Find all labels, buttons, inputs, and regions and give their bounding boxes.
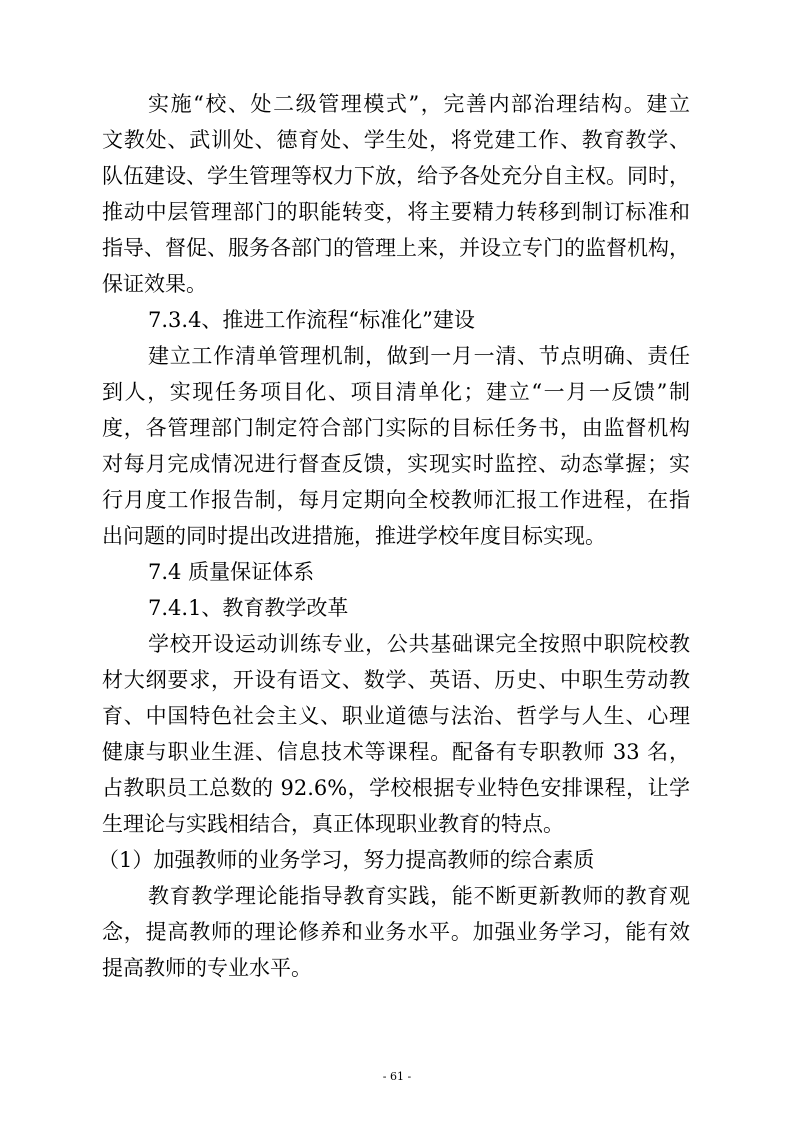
paragraph-line: 保证效果。 bbox=[102, 272, 207, 296]
paragraph-line: 对每月完成情况进行督查反馈，实现实时监控、动态掌握；实 bbox=[102, 452, 690, 476]
paragraph-line: 文教处、武训处、德育处、学生处，将党建工作、教育教学、 bbox=[102, 128, 690, 152]
paragraph-line: 占教职员工总数的 92.6%，学校根据专业特色安排课程，让学 bbox=[102, 776, 690, 800]
section-heading: 7.4 质量保证体系 bbox=[148, 560, 315, 584]
paragraph-line: 材大纲要求，开设有语文、数学、英语、历史、中职生劳动教 bbox=[102, 668, 690, 692]
paragraph-line: 建立工作清单管理机制，做到一月一清、节点明确、责任 bbox=[148, 344, 690, 368]
subsection-heading: （1）加强教师的业务学习，努力提高教师的综合素质 bbox=[98, 848, 595, 872]
body-text bbox=[98, 86, 690, 986]
paragraph-line: 念，提高教师的理论修养和业务水平。加强业务学习，能有效 bbox=[102, 920, 690, 944]
paragraph-line: 学校开设运动训练专业，公共基础课完全按照中职院校教 bbox=[148, 632, 690, 656]
section-heading: 7.3.4、推进工作流程“标准化”建设 bbox=[148, 308, 475, 332]
paragraph-line: 行月度工作报告制，每月定期向全校教师汇报工作进程，在指 bbox=[102, 488, 690, 512]
paragraph-line: 到人，实现任务项目化、项目清单化；建立“一月一反馈”制 bbox=[102, 380, 690, 404]
page-number: - 61 - bbox=[382, 1070, 412, 1083]
paragraph-line: 育、中国特色社会主义、职业道德与法治、哲学与人生、心理 bbox=[102, 704, 690, 728]
paragraph-line: 推动中层管理部门的职能转变，将主要精力转移到制订标准和 bbox=[102, 200, 690, 224]
section-heading: 7.4.1、教育教学改革 bbox=[148, 596, 349, 620]
paragraph-line: 度，各管理部门制定符合部门实际的目标任务书，由监督机构 bbox=[102, 416, 690, 440]
paragraph-line: 健康与职业生涯、信息技术等课程。配备有专职教师 33 名， bbox=[102, 740, 690, 764]
paragraph-line: 实施“校、处二级管理模式”，完善内部治理结构。建立 bbox=[148, 92, 690, 116]
paragraph-line: 提高教师的专业水平。 bbox=[102, 956, 312, 980]
paragraph-line: 出问题的同时提出改进措施，推进学校年度目标实现。 bbox=[102, 524, 606, 548]
paragraph-line: 教育教学理论能指导教育实践，能不断更新教师的教育观 bbox=[148, 884, 690, 908]
paragraph-line: 指导、督促、服务各部门的管理上来，并设立专门的监督机构， bbox=[102, 236, 690, 260]
paragraph-line: 生理论与实践相结合，真正体现职业教育的特点。 bbox=[102, 812, 564, 836]
paragraph-line: 队伍建设、学生管理等权力下放，给予各处充分自主权。同时， bbox=[102, 164, 690, 188]
